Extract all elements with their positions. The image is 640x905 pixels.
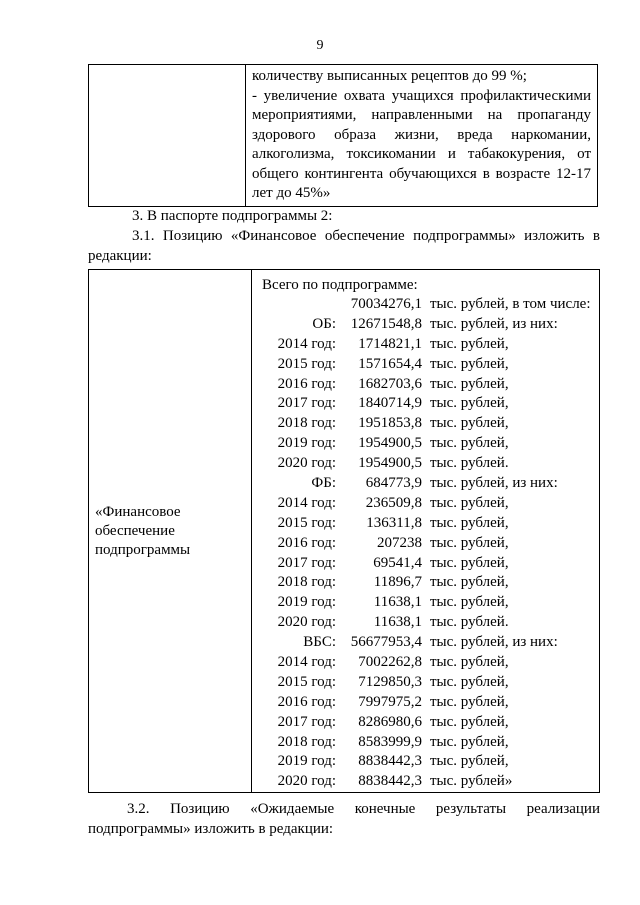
- financial-row-unit: тыс. рублей,: [430, 693, 509, 710]
- para-3-1-line-1: 3.1. Позицию «Финансовое обеспечение подпрограммы» изложить в: [132, 228, 600, 244]
- financial-row: [262, 454, 599, 474]
- financial-row-value: 8286980,6: [358, 713, 422, 730]
- financial-row-unit: тыс. рублей,: [430, 733, 509, 750]
- financial-row-value: 8583999,9: [358, 733, 422, 750]
- continuation-text-line-1: количеству выписанных рецептов до 99 %;: [252, 68, 527, 84]
- financial-row-unit: тыс. рублей.: [430, 614, 509, 631]
- financial-support-label-cell: [89, 270, 252, 793]
- financial-row-label: 2015 год:: [277, 673, 336, 690]
- financial-row: [262, 534, 599, 554]
- financial-row-value: 7997975,2: [358, 693, 422, 710]
- continuation-text-line-2: - увеличение охвата учащихся профилактическими мероприятиями, направленными на пропаганду здорового образа жизни, вреда наркомании, алкоголизма, токсикомании и табакокурения, от общего контингента обучающихся в возрасте 12-17 лет до 45%»: [252, 87, 591, 201]
- continuation-table-right-cell: [246, 65, 598, 207]
- financial-row-label: 2015 год:: [277, 514, 336, 531]
- financial-row: [262, 335, 599, 355]
- financial-row-label: ФБ:: [311, 475, 336, 492]
- financial-row: [262, 573, 599, 593]
- financial-row: [262, 414, 599, 434]
- financial-row: [262, 713, 599, 733]
- financial-row-unit: тыс. рублей,: [430, 355, 509, 372]
- financial-row-value: 7129850,3: [358, 673, 422, 690]
- financial-row: [262, 613, 599, 633]
- financial-row-unit: тыс. рублей,: [430, 574, 509, 591]
- financial-row-value: 684773,9: [365, 475, 422, 492]
- financial-row-label: 2017 год:: [277, 713, 336, 730]
- financial-row: [262, 494, 599, 514]
- financial-row-value: 8838442,3: [358, 773, 422, 790]
- financial-row-value: 12671548,8: [350, 315, 422, 332]
- financial-row-unit: тыс. рублей,: [430, 494, 509, 511]
- financial-row-label: 2018 год:: [277, 415, 336, 432]
- financial-row-label: 2017 год:: [277, 554, 336, 571]
- financial-row: [262, 394, 599, 414]
- financial-row-value: 7002262,8: [358, 654, 422, 671]
- financial-row-label: 2015 год:: [277, 355, 336, 372]
- financial-row-label: 2020 год:: [277, 773, 336, 790]
- financial-row-label: 2020 год:: [277, 614, 336, 631]
- continuation-table-left-cell: [89, 65, 246, 207]
- financial-support-data-cell: [252, 270, 600, 793]
- financial-row-label: ВБС:: [303, 634, 336, 651]
- financial-row-unit: тыс. рублей,: [430, 395, 509, 412]
- financial-row-label: 2019 год:: [277, 435, 336, 452]
- financial-row-label: 2014 год:: [277, 494, 336, 511]
- financial-row-unit: тыс. рублей.: [430, 455, 509, 472]
- financial-row: [262, 295, 599, 315]
- financial-row: [262, 554, 599, 574]
- financial-row-label: 2014 год:: [277, 654, 336, 671]
- financial-row-value: 1714821,1: [358, 335, 422, 352]
- financial-row-unit: тыс. рублей, из них:: [430, 475, 558, 492]
- financial-row: [262, 434, 599, 454]
- financial-row-value: 136311,8: [366, 514, 422, 531]
- financial-row-value: 1682703,6: [358, 375, 422, 392]
- financial-row-value: 11638,1: [373, 614, 422, 631]
- financial-row-label: ОБ:: [312, 315, 336, 332]
- financial-row-value: 56677953,4: [350, 634, 422, 651]
- financial-row-label: 2018 год:: [277, 733, 336, 750]
- financial-row-value: 69541,4: [373, 554, 422, 571]
- para-3-2-line-1: 3.2. Позицию «Ожидаемые конечные результаты реализации: [127, 801, 600, 817]
- financial-row-unit: тыс. рублей,: [430, 534, 509, 551]
- financial-row-value: 11638,1: [373, 594, 422, 611]
- financial-row-unit: тыс. рублей,: [430, 554, 509, 571]
- financial-row-unit: тыс. рублей,: [430, 654, 509, 671]
- financial-row-label: [262, 295, 336, 315]
- financial-row: [262, 375, 599, 395]
- financial-row: [262, 474, 599, 494]
- financial-row-value: 11896,7: [373, 574, 422, 591]
- financial-row-label: 2016 год:: [277, 693, 336, 710]
- financial-row-label: 2017 год:: [277, 395, 336, 412]
- financial-row-unit: тыс. рублей,: [430, 415, 509, 432]
- para-3-1-line-2: редакции:: [88, 248, 152, 264]
- financial-row-unit: тыс. рублей,: [430, 673, 509, 690]
- financial-row-label: 2019 год:: [277, 594, 336, 611]
- financial-row: [262, 693, 599, 713]
- financial-row-unit: тыс. рублей,: [430, 335, 509, 352]
- financial-row-value: 1954900,5: [358, 435, 422, 452]
- financial-row-value: 236509,8: [365, 494, 422, 511]
- financial-row-label: 2016 год:: [277, 375, 336, 392]
- financial-total-heading: Всего по подпрограмме:: [262, 277, 418, 293]
- financial-row: [262, 752, 599, 772]
- financial-row-value: 8838442,3: [358, 753, 422, 770]
- financial-row-label: 2019 год:: [277, 753, 336, 770]
- financial-row: [262, 673, 599, 693]
- financial-row-value: 1840714,9: [358, 395, 422, 412]
- financial-row-label: 2016 год:: [277, 534, 336, 551]
- financial-row-label: 2020 год:: [277, 455, 336, 472]
- financial-row: [262, 514, 599, 534]
- para-3-2-line-2: подпрограммы» изложить в редакции:: [88, 821, 334, 837]
- financial-row-value: 70034276,1: [350, 296, 422, 312]
- financial-row-unit: тыс. рублей, из них:: [430, 315, 558, 332]
- financial-row-value: 1571654,4: [358, 355, 422, 372]
- financial-row: [262, 355, 599, 375]
- page-number: 9: [316, 38, 324, 53]
- financial-row-value: 207238: [377, 534, 422, 551]
- financial-row: [262, 733, 599, 753]
- financial-row-unit: тыс. рублей,: [430, 514, 509, 531]
- financial-row: [262, 653, 599, 673]
- financial-row-unit: тыс. рублей»: [430, 773, 513, 790]
- continuation-table: [88, 64, 598, 207]
- financial-row-value: 1951853,8: [358, 415, 422, 432]
- financial-row-label: 2018 год:: [277, 574, 336, 591]
- financial-row: [262, 315, 599, 335]
- financial-row-unit: тыс. рублей, в том числе:: [430, 296, 591, 312]
- financial-rows: [262, 295, 599, 792]
- section-3-heading: 3. В паспорте подпрограммы 2:: [132, 208, 333, 224]
- financial-row-label: 2014 год:: [277, 335, 336, 352]
- financial-support-label: «Финансовое обеспечение подпрограммы: [95, 503, 191, 558]
- financial-row-value: 1954900,5: [358, 455, 422, 472]
- financial-row-unit: тыс. рублей,: [430, 435, 509, 452]
- financial-row: [262, 772, 599, 792]
- financial-row-unit: тыс. рублей,: [430, 753, 509, 770]
- financial-row-unit: тыс. рублей,: [430, 713, 509, 730]
- financial-row: [262, 633, 599, 653]
- financial-row-unit: тыс. рублей,: [430, 375, 509, 392]
- financial-row: [262, 593, 599, 613]
- financial-row-unit: тыс. рублей, из них:: [430, 634, 558, 651]
- financial-row-unit: тыс. рублей,: [430, 594, 509, 611]
- financial-support-table: [88, 269, 600, 793]
